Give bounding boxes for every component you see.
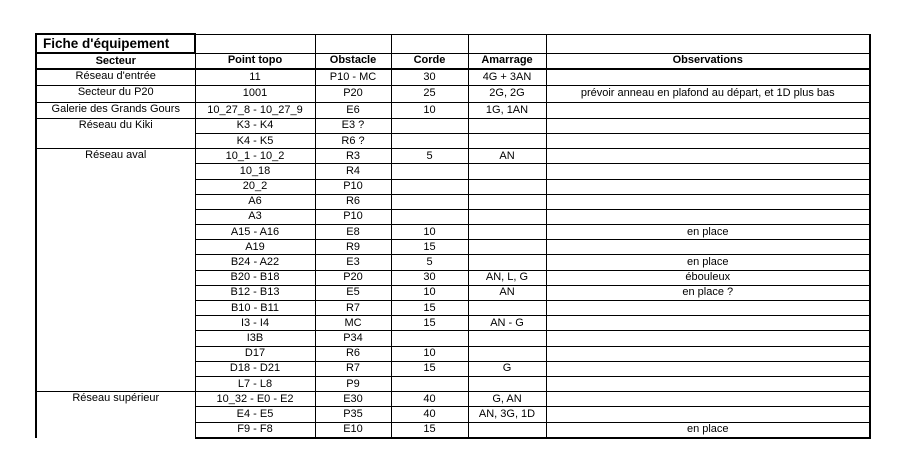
point-topo-cell: I3B <box>195 331 315 346</box>
observations-cell <box>546 209 870 224</box>
amarrage-cell <box>468 240 546 255</box>
amarrage-cell: 4G + 3AN <box>468 69 546 86</box>
point-topo-cell: A6 <box>195 194 315 209</box>
secteur-cell: Galerie des Grands Gours <box>36 102 195 118</box>
secteur-cell: Réseau du Kiki <box>36 118 195 148</box>
point-topo-cell: B20 - B18 <box>195 270 315 285</box>
point-topo-cell: B10 - B11 <box>195 301 315 316</box>
obstacle-cell: R7 <box>315 361 391 376</box>
column-header-point-topo: Point topo <box>195 53 315 69</box>
observations-cell <box>546 376 870 391</box>
point-topo-cell: K4 - K5 <box>195 133 315 148</box>
amarrage-cell: 2G, 2G <box>468 86 546 102</box>
observations-cell: ébouleux <box>546 270 870 285</box>
equipment-sheet <box>35 33 871 439</box>
obstacle-cell: P20 <box>315 86 391 102</box>
observations-cell: en place ? <box>546 285 870 300</box>
amarrage-cell: G, AN <box>468 392 546 407</box>
obstacle-cell: R3 <box>315 149 391 164</box>
observations-cell <box>546 346 870 361</box>
observations-cell <box>546 331 870 346</box>
secteur-cell: Réseau aval <box>36 149 195 392</box>
corde-cell <box>391 376 468 391</box>
secteur-cell: Secteur du P20 <box>36 86 195 102</box>
corde-cell: 15 <box>391 240 468 255</box>
table-row <box>36 69 870 86</box>
corde-cell: 10 <box>391 346 468 361</box>
obstacle-cell: R9 <box>315 240 391 255</box>
header-row <box>36 53 870 69</box>
corde-cell: 10 <box>391 285 468 300</box>
point-topo-cell: B12 - B13 <box>195 285 315 300</box>
obstacle-cell: E3 ? <box>315 118 391 133</box>
amarrage-cell: AN, L, G <box>468 270 546 285</box>
point-topo-cell: A15 - A16 <box>195 225 315 240</box>
observations-cell <box>546 316 870 331</box>
point-topo-cell: 10_1 - 10_2 <box>195 149 315 164</box>
point-topo-cell: D18 - D21 <box>195 361 315 376</box>
observations-cell <box>546 164 870 179</box>
corde-cell: 30 <box>391 270 468 285</box>
amarrage-cell <box>468 255 546 270</box>
observations-cell: en place <box>546 225 870 240</box>
corde-cell: 10 <box>391 225 468 240</box>
obstacle-cell: MC <box>315 316 391 331</box>
obstacle-cell: E10 <box>315 422 391 438</box>
amarrage-cell <box>468 422 546 438</box>
observations-cell <box>546 301 870 316</box>
corde-cell: 15 <box>391 361 468 376</box>
table-row <box>36 102 870 118</box>
observations-cell <box>546 69 870 86</box>
table-row <box>36 118 870 133</box>
column-header-secteur: Secteur <box>36 53 195 69</box>
observations-cell: en place <box>546 422 870 438</box>
amarrage-cell <box>468 133 546 148</box>
observations-cell <box>546 361 870 376</box>
equipment-table <box>35 33 871 439</box>
amarrage-cell <box>468 376 546 391</box>
observations-cell <box>546 133 870 148</box>
column-header-observations: Observations <box>546 53 870 69</box>
table-row <box>36 149 870 164</box>
obstacle-cell: P34 <box>315 331 391 346</box>
obstacle-cell: R4 <box>315 164 391 179</box>
title-row <box>36 34 870 53</box>
obstacle-cell: P10 <box>315 179 391 194</box>
corde-cell <box>391 194 468 209</box>
observations-cell <box>546 102 870 118</box>
obstacle-cell: R6 <box>315 194 391 209</box>
secteur-cell: Réseau supérieur <box>36 392 195 438</box>
corde-cell: 40 <box>391 407 468 422</box>
point-topo-cell: 1001 <box>195 86 315 102</box>
corde-cell: 10 <box>391 102 468 118</box>
table-row <box>36 86 870 102</box>
point-topo-cell: A19 <box>195 240 315 255</box>
corde-cell: 25 <box>391 86 468 102</box>
corde-cell <box>391 133 468 148</box>
corde-cell <box>391 118 468 133</box>
amarrage-cell <box>468 301 546 316</box>
point-topo-cell: 10_32 - E0 - E2 <box>195 392 315 407</box>
obstacle-cell: E5 <box>315 285 391 300</box>
sheet-title: Fiche d'équipement <box>36 34 195 53</box>
obstacle-cell: P9 <box>315 376 391 391</box>
corde-cell: 5 <box>391 255 468 270</box>
obstacle-cell: R6 ? <box>315 133 391 148</box>
amarrage-cell: G <box>468 361 546 376</box>
observations-cell <box>546 179 870 194</box>
obstacle-cell: E30 <box>315 392 391 407</box>
point-topo-cell: I3 - I4 <box>195 316 315 331</box>
corde-cell: 5 <box>391 149 468 164</box>
point-topo-cell: F9 - F8 <box>195 422 315 438</box>
corde-cell: 15 <box>391 301 468 316</box>
point-topo-cell: 10_27_8 - 10_27_9 <box>195 102 315 118</box>
corde-cell <box>391 209 468 224</box>
corde-cell <box>391 179 468 194</box>
observations-cell <box>546 392 870 407</box>
obstacle-cell: P10 - MC <box>315 69 391 86</box>
column-header-obstacle: Obstacle <box>315 53 391 69</box>
amarrage-cell: AN, 3G, 1D <box>468 407 546 422</box>
amarrage-cell <box>468 225 546 240</box>
observations-cell: prévoir anneau en plafond au départ, et 1D plus bas <box>546 86 870 102</box>
observations-cell <box>546 194 870 209</box>
amarrage-cell <box>468 118 546 133</box>
point-topo-cell: B24 - A22 <box>195 255 315 270</box>
amarrage-cell: AN - G <box>468 316 546 331</box>
amarrage-cell <box>468 331 546 346</box>
obstacle-cell: P10 <box>315 209 391 224</box>
point-topo-cell: 10_18 <box>195 164 315 179</box>
obstacle-cell: R6 <box>315 346 391 361</box>
point-topo-cell: 11 <box>195 69 315 86</box>
observations-cell: en place <box>546 255 870 270</box>
corde-cell: 15 <box>391 316 468 331</box>
point-topo-cell: D17 <box>195 346 315 361</box>
column-header-amarrage: Amarrage <box>468 53 546 69</box>
observations-cell <box>546 118 870 133</box>
amarrage-cell <box>468 209 546 224</box>
amarrage-cell <box>468 346 546 361</box>
amarrage-cell <box>468 194 546 209</box>
amarrage-cell: AN <box>468 149 546 164</box>
corde-cell: 40 <box>391 392 468 407</box>
corde-cell: 15 <box>391 422 468 438</box>
point-topo-cell: E4 - E5 <box>195 407 315 422</box>
point-topo-cell: 20_2 <box>195 179 315 194</box>
amarrage-cell <box>468 164 546 179</box>
obstacle-cell: P35 <box>315 407 391 422</box>
column-header-corde: Corde <box>391 53 468 69</box>
obstacle-cell: E3 <box>315 255 391 270</box>
point-topo-cell: A3 <box>195 209 315 224</box>
corde-cell: 30 <box>391 69 468 86</box>
point-topo-cell: K3 - K4 <box>195 118 315 133</box>
point-topo-cell: L7 - L8 <box>195 376 315 391</box>
secteur-cell: Réseau d'entrée <box>36 69 195 86</box>
corde-cell <box>391 164 468 179</box>
amarrage-cell <box>468 179 546 194</box>
observations-cell <box>546 407 870 422</box>
obstacle-cell: E8 <box>315 225 391 240</box>
amarrage-cell: AN <box>468 285 546 300</box>
corde-cell <box>391 331 468 346</box>
observations-cell <box>546 149 870 164</box>
amarrage-cell: 1G, 1AN <box>468 102 546 118</box>
obstacle-cell: E6 <box>315 102 391 118</box>
table-row <box>36 392 870 407</box>
obstacle-cell: R7 <box>315 301 391 316</box>
obstacle-cell: P20 <box>315 270 391 285</box>
observations-cell <box>546 240 870 255</box>
